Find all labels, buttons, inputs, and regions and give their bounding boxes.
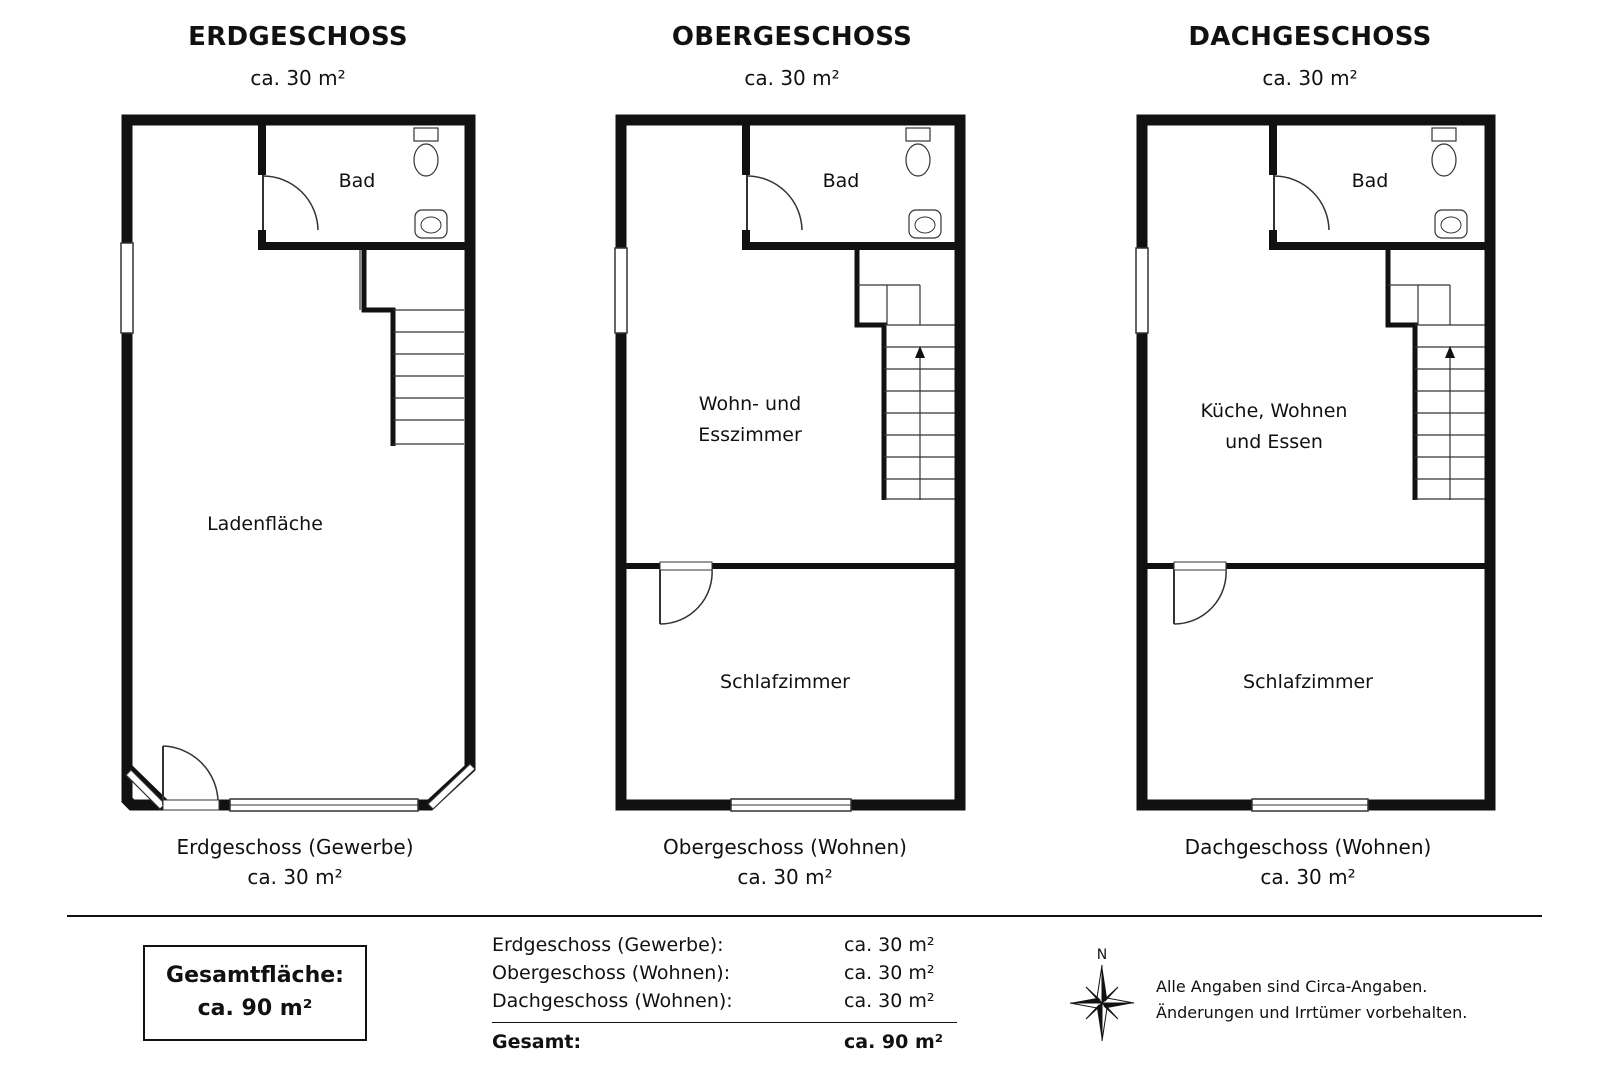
sink-icon xyxy=(415,210,447,238)
floor-caption-dachgeschoss xyxy=(1098,832,1518,892)
plan-dachgeschoss xyxy=(1136,120,1490,811)
toilet-icon xyxy=(1432,128,1456,176)
summary-total-label: Gesamt: xyxy=(492,1031,582,1053)
staircase xyxy=(1388,250,1485,500)
summary-row-value: ca. 30 m² xyxy=(844,934,935,956)
door-swing xyxy=(163,746,218,801)
summary-row xyxy=(492,962,957,990)
floor-area-obergeschoss: ca. 30 m² xyxy=(744,66,840,90)
toilet-icon xyxy=(414,128,438,176)
room-label-schlafzimmer: Schlafzimmer xyxy=(1243,671,1373,693)
room-label-bad: Bad xyxy=(338,170,376,192)
door-swing xyxy=(263,176,318,230)
caption-area: ca. 30 m² xyxy=(737,865,833,889)
caption-name: Erdgeschoss (Gewerbe) xyxy=(176,835,414,859)
section-divider xyxy=(67,915,1542,917)
summary-row xyxy=(492,934,957,962)
plan-obergeschoss xyxy=(615,120,960,811)
floor-title-erdgeschoss: ERDGESCHOSS xyxy=(188,22,408,52)
toilet-icon xyxy=(906,128,930,176)
door-threshold xyxy=(163,800,219,810)
staircase xyxy=(360,250,464,446)
stair-arrow-icon xyxy=(1445,346,1455,358)
room-label-kueche-line1: Küche, Wohnen xyxy=(1200,400,1348,422)
floor-title-dachgeschoss: DACHGESCHOSS xyxy=(1188,22,1432,52)
floor-title-obergeschoss: OBERGESCHOSS xyxy=(671,22,913,52)
window xyxy=(1136,248,1148,333)
compass-rose-icon xyxy=(1068,945,1138,1049)
door-threshold xyxy=(660,562,712,570)
room-label-schlafzimmer: Schlafzimmer xyxy=(720,671,850,693)
summary-row-label: Dachgeschoss (Wohnen): xyxy=(492,990,733,1012)
sink-icon xyxy=(1435,210,1467,238)
floor-caption-erdgeschoss xyxy=(85,832,505,892)
room-label-kueche-line2: und Essen xyxy=(1225,431,1323,453)
caption-name: Dachgeschoss (Wohnen) xyxy=(1184,835,1432,859)
caption-area: ca. 30 m² xyxy=(1260,865,1356,889)
door-swing xyxy=(660,568,712,624)
window xyxy=(121,243,133,333)
summary-row xyxy=(492,990,957,1018)
floor-caption-obergeschoss xyxy=(575,832,995,892)
corner-window xyxy=(428,764,475,809)
caption-area: ca. 30 m² xyxy=(247,865,343,889)
door-threshold xyxy=(1174,562,1226,570)
window xyxy=(615,248,627,333)
total-area-box xyxy=(143,945,367,1041)
disclaimer xyxy=(1156,974,1467,1026)
stair-arrow-icon xyxy=(915,346,925,358)
door-swing xyxy=(747,176,802,230)
sink-icon xyxy=(909,210,941,238)
compass-star xyxy=(1070,965,1134,1041)
summary-row-value: ca. 30 m² xyxy=(844,990,935,1012)
disclaimer-line1: Alle Angaben sind Circa-Angaben. xyxy=(1156,977,1428,996)
summary-total-row xyxy=(492,1031,957,1059)
disclaimer-line2: Änderungen und Irrtümer vorbehalten. xyxy=(1156,1003,1468,1022)
summary-total-value: ca. 90 m² xyxy=(844,1031,944,1053)
summary-row-label: Obergeschoss (Wohnen): xyxy=(492,962,731,984)
caption-name: Obergeschoss (Wohnen) xyxy=(663,835,907,859)
floor-area-erdgeschoss: ca. 30 m² xyxy=(250,66,346,90)
room-label-wohnzimmer-line1: Wohn- und xyxy=(698,393,802,415)
room-label-ladenflaeche: Ladenfläche xyxy=(207,513,323,535)
total-area-value: ca. 90 m² xyxy=(197,996,313,1021)
staircase xyxy=(857,250,955,500)
door-swing xyxy=(1274,176,1329,230)
room-label-bad: Bad xyxy=(822,170,860,192)
summary-rule xyxy=(492,1022,957,1023)
plan-erdgeschoss xyxy=(121,120,475,811)
floor-area-dachgeschoss: ca. 30 m² xyxy=(1262,66,1358,90)
compass-north-label: N xyxy=(1096,947,1108,963)
door-swing xyxy=(1174,568,1226,624)
total-area-label: Gesamtfläche: xyxy=(166,963,344,988)
room-label-bad: Bad xyxy=(1351,170,1389,192)
room-label-wohnzimmer-line2: Esszimmer xyxy=(698,424,802,446)
summary-row-label: Erdgeschoss (Gewerbe): xyxy=(492,934,724,956)
area-summary-table xyxy=(492,934,957,1059)
summary-row-value: ca. 30 m² xyxy=(844,962,935,984)
